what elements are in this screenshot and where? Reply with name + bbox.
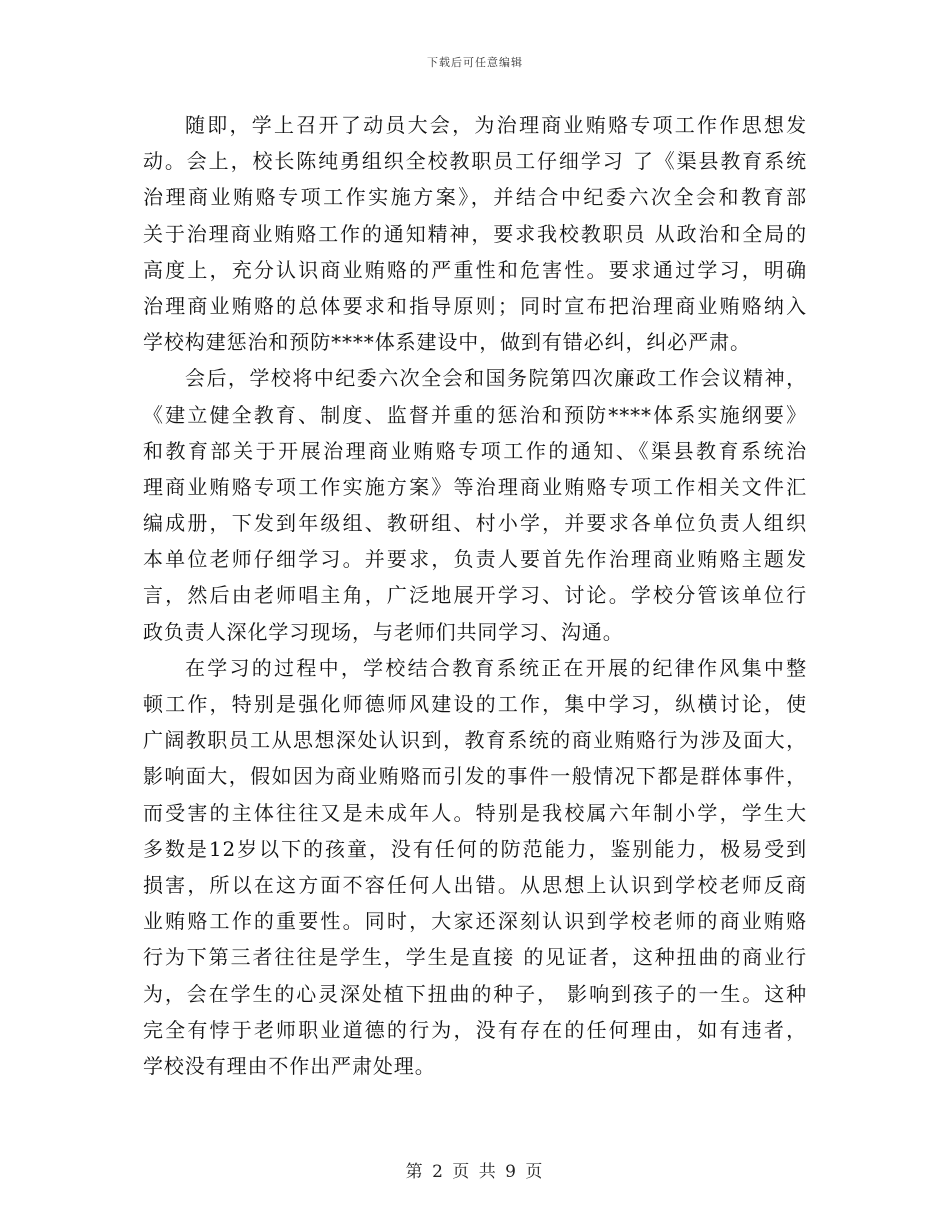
text-line: 而受害的主体往往又是未成年人。特别是我校属六年制小学，学生大 — [143, 800, 807, 825]
text-line: 动。会上，校长陈纯勇组织全校教职员工仔细学习 了《渠县教育系统 — [143, 149, 807, 174]
paragraph-2 — [143, 360, 807, 650]
text-line: 理商业贿赂专项工作实施方案》等治理商业贿赂专项工作相关文件汇 — [143, 474, 807, 499]
text-line: 和教育部关于开展治理商业贿赂专项工作的通知、《渠县教育系统治 — [143, 438, 807, 463]
text-line: 完全有悖于老师职业道德的行为，没有存在的任何理由，如有违者， — [143, 1017, 807, 1042]
text-line: 言，然后由老师唱主角，广泛地展开学习、讨论。学校分管该单位行 — [143, 583, 807, 608]
text-line: 《建立健全教育、制度、监督并重的惩治和预防****体系实施纲要》 — [143, 402, 807, 427]
text-line: 学校构建惩治和预防****体系建设中，做到有错必纠，纠必严肃。 — [143, 330, 751, 355]
text-line: 在学习的过程中，学校结合教育系统正在开展的纪律作风集中整 — [185, 655, 807, 680]
body-text — [143, 107, 807, 1084]
text-line: 行为下第三者往往是学生，学生是直接 的见证者，这种扭曲的商业行 — [143, 945, 807, 970]
text-line: 损害，所以在这方面不容任何人出错。从思想上认识到学校老师反商 — [143, 872, 807, 897]
text-line: 治理商业贿赂专项工作实施方案》，并结合中纪委六次全会和教育部 — [143, 185, 807, 210]
text-line: 编成册，下发到年级组、教研组、村小学，并要求各单位负责人组织 — [143, 511, 807, 536]
text-line: 为，会在学生的心灵深处植下扭曲的种子， 影响到孩子的一生。这种 — [143, 981, 807, 1006]
paragraph-1 — [143, 107, 807, 360]
page-number: 第 2 页 共 9 页 — [405, 1162, 545, 1182]
text-line: 影响面大，假如因为商业贿赂而引发的事件一般情况下都是群体事件， — [143, 764, 807, 789]
text-line: 顿工作，特别是强化师德师风建设的工作，集中学习，纵横讨论，使 — [143, 692, 807, 716]
text-line: 广阔教职员工从思想深处认识到，教育系统的商业贿赂行为涉及面大， — [143, 728, 807, 753]
page-header: 下载后可任意编辑 — [427, 56, 523, 69]
text-line: 政负责人深化学习现场，与老师们共同学习、沟通。 — [143, 619, 624, 644]
text-line: 治理商业贿赂的总体要求和指导原则；同时宣布把治理商业贿赂纳入 — [143, 293, 807, 318]
text-line: 学校没有理由不作出严肃处理。 — [143, 1053, 436, 1078]
text-line: 多数是12岁以下的孩童，没有任何的防范能力，鉴别能力，极易受到 — [143, 836, 807, 861]
text-line: 关于治理商业贿赂工作的通知精神，要求我校教职员 从政治和全局的 — [143, 221, 807, 246]
paragraph-3 — [143, 650, 807, 1084]
text-line: 随即，学上召开了动员大会，为治理商业贿赂专项工作作思想发 — [185, 113, 807, 137]
text-line: 高度上，充分认识商业贿赂的严重性和危害性。要求通过学习，明确 — [143, 257, 807, 282]
text-line: 会后，学校将中纪委六次全会和国务院第四次廉政工作会议精神， — [185, 366, 807, 391]
text-line: 业贿赂工作的重要性。同时，大家还深刻认识到学校老师的商业贿赂 — [143, 909, 807, 934]
text-line: 本单位老师仔细学习。并要求，负责人要首先作治理商业贿赂主题发 — [143, 547, 807, 572]
